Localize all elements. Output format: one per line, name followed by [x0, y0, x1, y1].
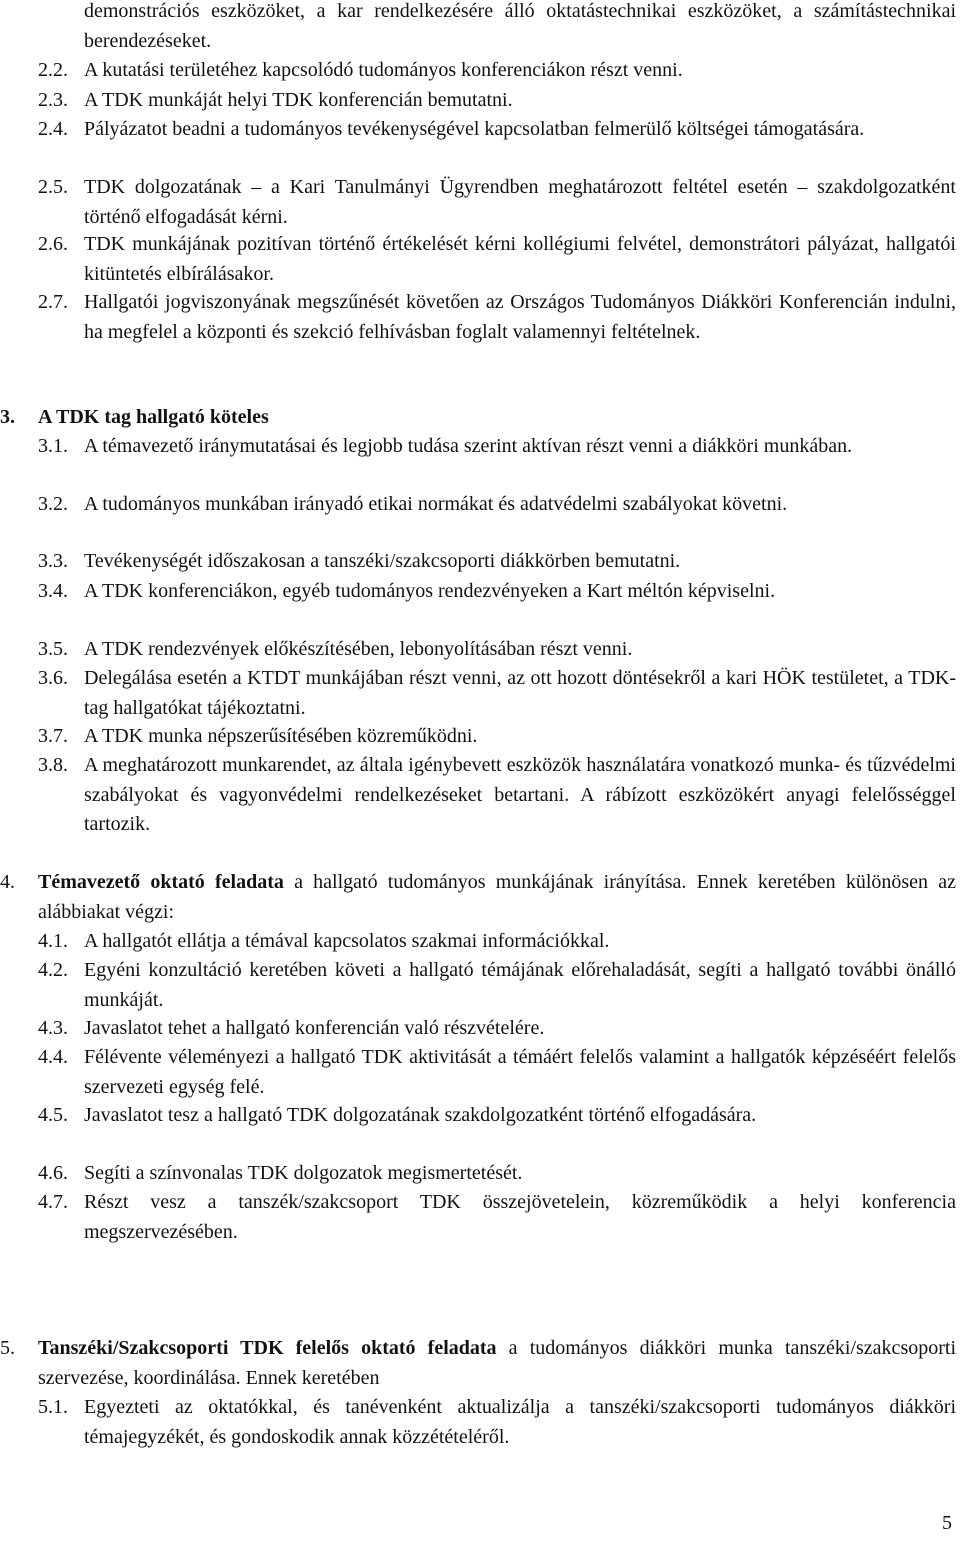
section-title-rest: a hallgató tudományos munkájának irányítása. Ennek keretében különösen az alábbiakat végzi:: [38, 871, 956, 923]
list-item: [38, 288, 956, 347]
item-number: 4.3.: [38, 1017, 68, 1039]
list-item: [38, 1188, 956, 1247]
item-number: 4.7.: [38, 1191, 68, 1213]
section-title-rest: a tudományos diákköri munka tanszéki/szakcsoporti szervezése, koordinálása. Ennek keretében: [38, 1337, 956, 1389]
item-text: A TDK rendezvények előkészítésében, lebonyolításában részt venni.: [84, 638, 633, 660]
item-number: 3.1.: [38, 435, 68, 457]
list-item: [38, 56, 956, 86]
list-item: [38, 577, 956, 607]
section-heading: [0, 868, 956, 927]
item-number: 4.5.: [38, 1104, 68, 1126]
list-item: [38, 173, 956, 232]
item-number: 2.2.: [38, 59, 68, 81]
item-text: Tevékenységét időszakosan a tanszéki/szakcsoporti diákkörben bemutatni.: [84, 550, 681, 572]
item-number: 3.6.: [38, 667, 68, 689]
item-text: Javaslatot tehet a hallgató konferencián való részvételére.: [84, 1017, 545, 1039]
item-number: 4.6.: [38, 1162, 68, 1184]
item-text: Félévente véleményezi a hallgató TDK aktivitását a témáért felelős valamint a hallgatók képzéséért felelős szervezeti egység felé.: [84, 1046, 956, 1098]
list-item: [38, 230, 956, 289]
list-item: [38, 635, 956, 665]
section-heading: [0, 1334, 956, 1393]
item-number: 4.2.: [38, 959, 68, 981]
section-number: 5.: [0, 1337, 15, 1359]
item-text: Segíti a színvonalas TDK dolgozatok megismertetését.: [84, 1162, 523, 1184]
section-intro: [0, 868, 956, 927]
item-text: Javaslatot tesz a hallgató TDK dolgozatának szakdolgozatként történő elfogadására.: [84, 1104, 757, 1126]
item-text: A témavezető iránymutatásai és legjobb tudása szerint aktívan részt venni a diákköri munkában.: [84, 435, 853, 457]
item-text: A meghatározott munkarendet, az általa igénybevett eszközök használatára vonatkozó munka- és tűzvédelmi szabályokat és vagyonvédelmi rendelkezéseket betartani. A rábízott eszközökért anyagi felelősséggel tartozik.: [84, 754, 956, 835]
list-item: [38, 86, 956, 116]
item-text: Egyezteti az oktatókkal, és tanévenként aktualizálja a tanszéki/szakcsoporti tudományos diákköri témajegyzékét, és gondoskodik annak közzétételéről.: [84, 1396, 956, 1448]
item-text: A TDK munka népszerűsítésében közreműködni.: [84, 725, 478, 747]
item-number: 2.4.: [38, 118, 68, 140]
section-title: A TDK tag hallgató köteles: [38, 406, 269, 428]
item-text: A TDK munkáját helyi TDK konferencián bemutatni.: [84, 89, 513, 111]
item-text: A TDK konferenciákon, egyéb tudományos rendezvényeken a Kart méltón képviselni.: [84, 580, 776, 602]
section-number: 3.: [0, 406, 15, 428]
item-number: 3.2.: [38, 493, 68, 515]
list-item: [38, 956, 956, 1015]
list-item: [38, 751, 956, 840]
section-heading: [0, 403, 956, 433]
list-item: [38, 547, 956, 577]
item-text: TDK munkájának pozitívan történő értékelését kérni kollégiumi felvétel, demonstrátori pályázat, hallgatói kitüntetés elbírálásakor.: [84, 233, 956, 285]
item-number: 5.1.: [38, 1396, 68, 1418]
list-item: [38, 432, 956, 462]
list-item: [38, 1159, 956, 1189]
item-number: 4.1.: [38, 930, 68, 952]
item-number: 3.5.: [38, 638, 68, 660]
item-number: 3.3.: [38, 550, 68, 572]
item-text: TDK dolgozatának – a Kari Tanulmányi Ügyrendben meghatározott feltétel esetén – szakdolgozatként történő elfogadását kérni.: [84, 176, 956, 228]
item-number: 2.6.: [38, 233, 68, 255]
item-number: 3.7.: [38, 725, 68, 747]
item-text: Delegálása esetén a KTDT munkájában részt venni, az ott hozott döntésekről a kari HÖK testületet, a TDK-tag hallgatókat tájékoztatni.: [84, 667, 956, 719]
item-text: Hallgatói jogviszonyának megszűnését követően az Országos Tudományos Diákköri Konferencián indulni, ha megfelel a központi és szekció felhívásban foglalt valamennyi feltételnek.: [84, 291, 956, 343]
item-number: 4.4.: [38, 1046, 68, 1068]
item-number: 2.5.: [38, 176, 68, 198]
list-item: [38, 927, 956, 957]
list-item: [38, 1043, 956, 1102]
list-item: [38, 664, 956, 723]
list-item: [38, 115, 956, 145]
list-item: [38, 490, 956, 520]
item-text: Egyéni konzultáció keretében követi a hallgató témájának előrehaladását, segíti a hallgató további önálló munkáját.: [84, 959, 956, 1011]
item-text: A kutatási területéhez kapcsolódó tudományos konferenciákon részt venni.: [84, 59, 683, 81]
item-number: 3.8.: [38, 754, 68, 776]
list-item: [38, 1393, 956, 1452]
list-item: [38, 722, 956, 752]
page-number: 5: [942, 1512, 952, 1534]
item-text: A tudományos munkában irányadó etikai normákat és adatvédelmi szabályokat követni.: [84, 493, 788, 515]
item-text: demonstrációs eszközöket, a kar rendelkezésére álló oktatástechnikai eszközöket, a számítástechnikai berendezéseket.: [84, 0, 956, 52]
item-text: A hallgatót ellátja a témával kapcsolatos szakmai információkkal.: [84, 930, 610, 952]
item-text: Részt vesz a tanszék/szakcsoport TDK összejövetelein, közreműködik a helyi konferencia megszervezésében.: [84, 1191, 956, 1243]
list-item: [38, 1014, 956, 1044]
item-number: 2.7.: [38, 291, 68, 313]
section-title: Tanszéki/Szakcsoporti TDK felelős oktató feladata: [38, 1337, 497, 1359]
item-text: Pályázatot beadni a tudományos tevékenységével kapcsolatban felmerülő költségei támogatására.: [84, 118, 865, 140]
section-number: 4.: [0, 871, 15, 893]
item-number: 3.4.: [38, 580, 68, 602]
list-item: [38, 1101, 956, 1131]
item-number: 2.3.: [38, 89, 68, 111]
section-intro: [0, 1334, 956, 1393]
section-title: Témavezető oktató feladata: [38, 871, 284, 893]
list-item: [38, 0, 956, 56]
